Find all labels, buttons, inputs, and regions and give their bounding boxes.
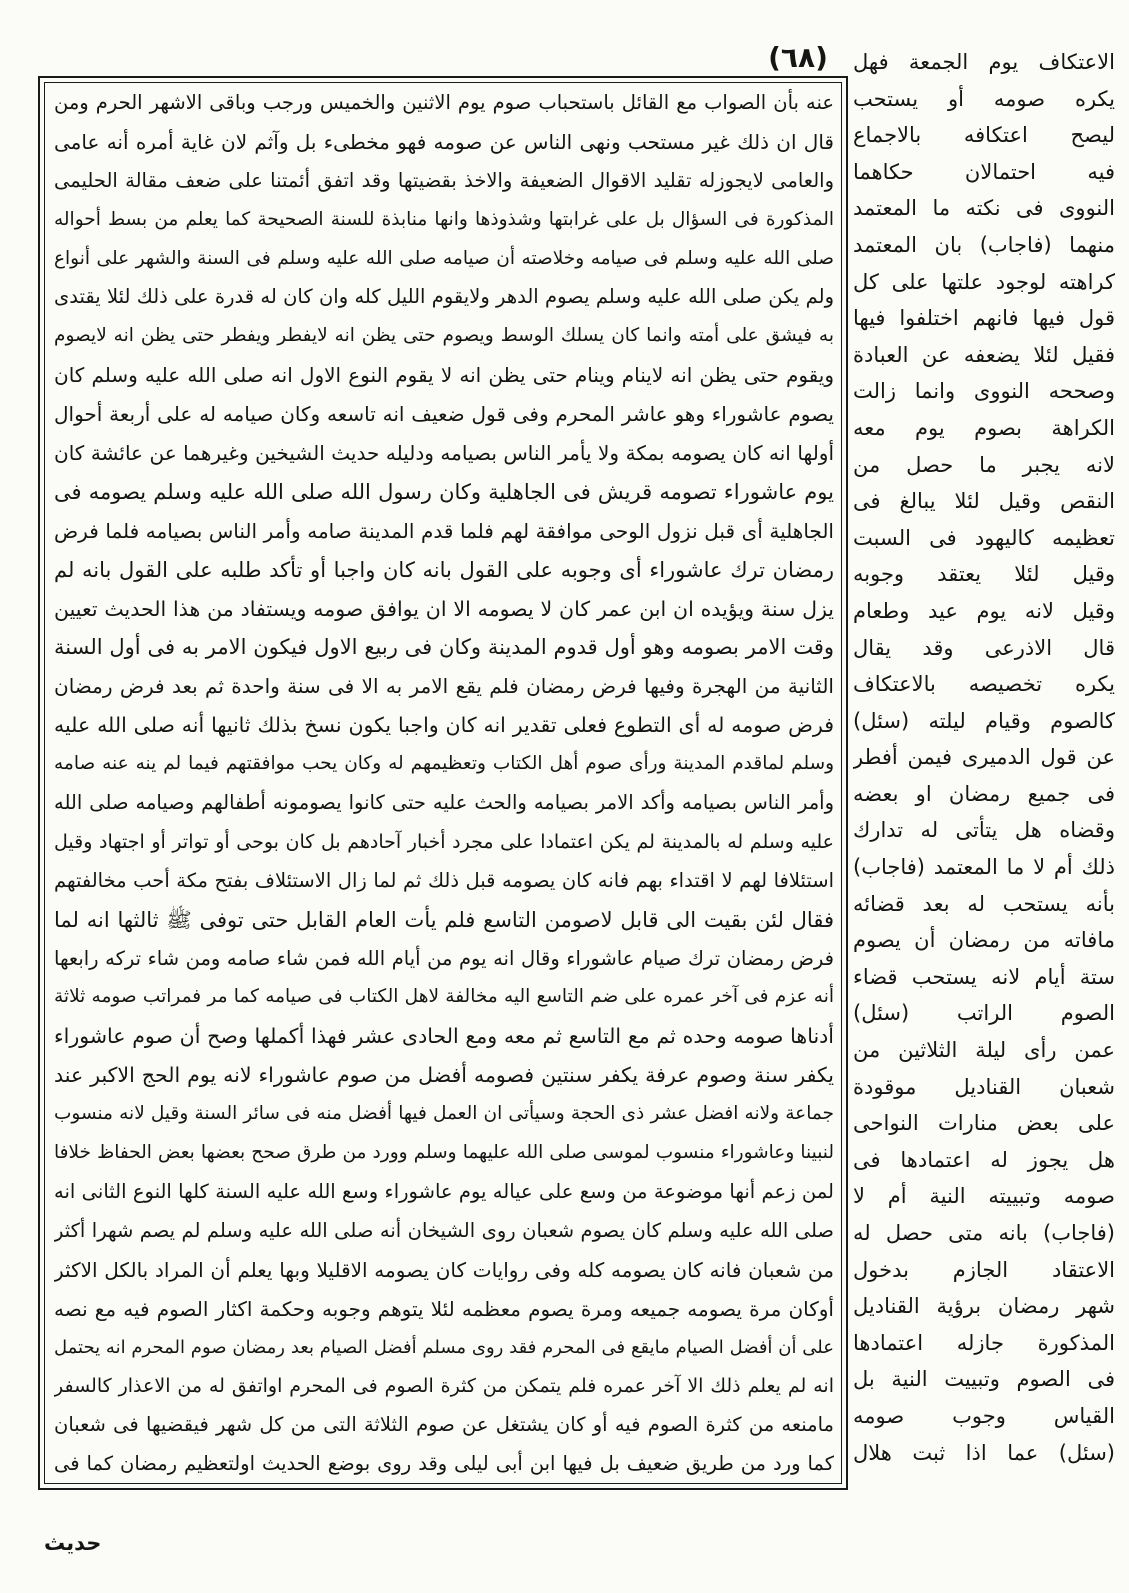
main-text-line: عنه بأن الصواب مع القائل باستحباب صوم يوم الاثنين والخميس ورجب وباقى الاشهر الحرم ومن: [54, 91, 834, 114]
main-text-line: يزل سنة ويؤيده ان ابن عمر كان لا يصومه الا ان يوافق صومه ويستفاد من هذا الحديث تعيين: [54, 596, 834, 621]
margin-text-line: كراهته لوجود علتها على كل: [853, 269, 1115, 294]
margin-text-line: الاعتكاف يوم الجمعة فهل: [853, 50, 1115, 74]
main-text-line: عليه وسلم له بالمدينة لم يكن اعتمادا على مجرد أخبار آحادهم بل كان بوحى أو تواتر أو اجتهاد وقيل: [54, 830, 834, 853]
main-text-line: يوم عاشوراء تصومه قريش فى الجاهلية وكان رسول الله صلى الله عليه وسلم يصومه فى: [54, 479, 834, 504]
main-text-line: من شعبان فانه كان يصومه كله وفى روايات كان يصومه الاقليلا وبها يعلم أن المراد بالكل الاكثر: [54, 1257, 834, 1282]
main-text-line: فرض رمضان ترك صيام عاشوراء وقال انه يوم من أيام الله فمن شاء صامه ومن شاء تركه رابعها: [54, 946, 834, 970]
margin-text-line: النقص وقيل لئلا يبالغ فى: [853, 489, 1115, 514]
margin-text-line: مافاته من رمضان أن يصوم: [853, 928, 1115, 953]
margin-text-line: (سئل) عما اذا ثبت هلال: [853, 1440, 1115, 1465]
main-text-line: أولها انه كان يصومه بمكة ولا يأمر الناس بصيامه ودليله حديث الشيخين وغيرهما عن عائشة كان: [54, 441, 834, 466]
main-text-line: المذكورة فى السؤال بل على غرابتها وشذوذها وانها منابذة للسنة الصحيحة كما يعلم من بسط أحواله: [54, 208, 834, 230]
main-text-line: ويقوم حتى يظن انه لاينام وينام حتى يظن انه لا يقوم النوع الاول انه صلى الله عليه وسلم كان: [54, 363, 834, 388]
margin-text-line: شعبان القناديل موقودة: [853, 1074, 1115, 1099]
margin-text-line: يكره صومه أو يستحب: [853, 86, 1115, 111]
main-text-line: لنبينا وعاشوراء منسوب لموسى صلى الله عليهما وسلم وورد من طرق صحح بعضها بعض الحفاظ خلافا: [54, 1142, 834, 1164]
margin-text-line: شهر رمضان برؤية القناديل: [853, 1294, 1115, 1319]
main-text-line: فقال لئن بقيت الى قابل لاصومن التاسع فلم يأت العام القابل حتى توفى ﷺ ثالثها انه لما: [54, 907, 834, 932]
margin-text-line: وقيل لانه يوم عيد وطعام: [853, 598, 1115, 623]
margin-text-line: المذكورة جازله اعتمادها: [853, 1330, 1115, 1355]
page-number: (٦٨): [768, 41, 828, 74]
margin-text-line: على بعض منارات النواحى: [853, 1111, 1115, 1136]
main-text-line: انه لم يعلم ذلك الا آخر عمره فلم يتمكن من كثرة الصوم فى المحرم اواتفق له من الاعذار كالسفر: [54, 1375, 834, 1398]
margin-text-line: (فاجاب) بانه متى حصل له: [853, 1221, 1115, 1245]
margin-text-line: فى جميع رمضان او بعضه: [853, 781, 1115, 806]
margin-text-line: وقضاه هل يتأتى له تدارك: [853, 818, 1115, 843]
main-text-line: يصوم عاشوراء وهو عاشر المحرم وفى قول ضعيف انه تاسعه وكان صيامه له على أربعة أحوال: [54, 402, 834, 427]
main-text-line: يكفر سنة وصوم عرفة يكفر سنتين فصومه أفضل من صوم عاشوراء لانه يوم الحج الاكبر عند: [54, 1063, 834, 1088]
margin-text-line: وصححه النووى وانما زالت: [853, 379, 1115, 404]
margin-text-line: كالصوم وقيام ليلته (سئل): [853, 708, 1115, 733]
main-text-line: وسلم لماقدم المدينة ورأى صوم أهل الكتاب وتعظيمهم له وكان يحب موافقتهم فيما لم ينه عنه صامه: [54, 753, 834, 775]
margin-text-line: الكراهة بصوم يوم معه: [853, 415, 1115, 440]
margin-text-line: القياس وجوب صومه: [853, 1403, 1115, 1428]
margin-text-line: فى الصوم وتبييت النية بل: [853, 1367, 1115, 1392]
margin-text-line: ليصح اعتكافه بالاجماع: [853, 123, 1115, 148]
main-text-line: أنه عزم فى آخر عمره على ضم التاسع اليه مخالفة لاهل الكتاب فى صيامه كما مر فمراتب صومه ثلاثة: [54, 986, 834, 1008]
margin-text-line: بأنه يستحب له بعد قضائه: [853, 891, 1115, 916]
main-text-line: صلى الله عليه وسلم فى صيامه وخلاصته أن صيامه صلى الله عليه وسلم فى السنة والشهر على أنواع: [54, 247, 834, 269]
main-text-line: الثانية من الهجرة وفيها فرض رمضان فلم يقع الامر به الا فى سنة واحدة ثم بعد فرض رمضان: [54, 674, 834, 699]
margin-text-line: قال الاذرعى وقد يقال: [853, 635, 1115, 660]
main-text-line: وقت الامر بصومه وهو أول قدوم المدينة وكان فى ربيع الاول فيكون الامر به فى أول السنة: [54, 635, 834, 660]
main-text-line: كما ورد من طريق ضعيف بل فيها ابن أبى ليلى وقد روى بوضع الحديث اولتعظيم رمضان كما فى: [54, 1452, 834, 1476]
main-text-line: رمضان ترك عاشوراء أى وجوبه على القول بانه كان واجبا أو تأكد طلبه على القول بانه لم: [54, 557, 834, 582]
margin-text-line: الصوم الراتب (سئل): [853, 1001, 1115, 1026]
main-text-line: وأمر الناس بصيامه وأكد الامر بصيامه والحث عليه حتى كانوا يصومونه أطفالهم وصيامه صلى الله: [54, 791, 834, 815]
catchword: حديث: [44, 1531, 102, 1555]
margin-text-line: وقيل لئلا يعتقد وجوبه: [853, 562, 1115, 587]
main-text-line: أدناها صومه وحده ثم مع التاسع ثم معه ومع الحادى عشر فهذا أكملها وصح أن صوم عاشوراء: [54, 1024, 834, 1049]
main-text-line: به فيشق على أمته وانما كان يسلك الوسط ويصوم حتى يظن انه لايفطر ويفطر حتى يظن انه لايصوم: [54, 325, 834, 347]
main-text-line: ولم يكن صلى الله عليه وسلم يصوم الدهر ولايقوم الليل كله وان كان له قدرة على ذلك لئلا يقتدى: [54, 285, 834, 309]
margin-text-line: فقيل لئلا يضعفه عن العبادة: [853, 342, 1115, 367]
main-text-line: على أن أفضل الصيام مايقع فى المحرم فقد روى مسلم أفضل الصيام بعد رمضان صوم المحرم انه يحتمل: [54, 1336, 834, 1358]
margin-text-line: صومه وتبييته النية أم لا: [853, 1184, 1115, 1209]
main-text-line: استئلافا لهم لا اقتداء بهم فانه كان يصومه قبل ذلك ثم لما زال الاستئلاف بفتح مكة أحب مخالفتهم: [54, 868, 834, 892]
margin-text-line: لانه يجبر ما حصل من: [853, 452, 1115, 477]
main-text-line: قال ان ذلك غير مستحب ونهى الناس عن صومه فهو مخطىء بل وآثم لان غاية أمره أنه عامى: [54, 129, 834, 154]
margin-text-line: ذلك أم لا ما المعتمد (فاجاب): [853, 855, 1115, 880]
main-text-line: فرض صومه له أى التطوع فعلى تقدير انه كان واجبا يكون نسخ بذلك ثانيها أنه صلى الله عليه: [54, 713, 834, 738]
margin-text-line: هل يجوز له اعتمادها فى: [853, 1147, 1115, 1172]
margin-text-line: فيه احتمالان حكاهما: [853, 159, 1115, 184]
margin-text-line: النووى فى نكته ما المعتمد: [853, 196, 1115, 221]
main-text-line: الجاهلية أى قبل نزول الوحى موافقة لهم فلما قدم المدينة صامه وأمر الناس بصيامه فلما فرض: [54, 518, 834, 543]
main-text-line: لمن زعم أنها موضوعة من وسع على عياله يوم عاشوراء وسع الله عليه السنة كلها النوع الثانى انه: [54, 1179, 834, 1203]
margin-text-line: قول فيها فانهم اختلفوا فيها: [853, 306, 1115, 331]
margin-text-line: الاعتقاد الجازم بدخول: [853, 1257, 1115, 1282]
main-text-line: والعامى لايجوزله تقليد الاقوال الضعيفة والاخذ بقضيتها وقد اتفق أئمتنا على ضعف مقالة الحليمى: [54, 168, 834, 192]
margin-text-line: منهما (فاجاب) بان المعتمد: [853, 232, 1115, 257]
main-text-block: [54, 84, 834, 1484]
margin-text-line: عمن رأى ليلة الثلاثين من: [853, 1038, 1115, 1063]
margin-column: [853, 44, 1115, 1471]
margin-text-line: يكره تخصيصه بالاعتكاف: [853, 672, 1115, 697]
margin-text-line: تعظيمه كاليهود فى السبت: [853, 525, 1115, 550]
margin-text-line: ستة أيام لانه يستحب قضاء: [853, 964, 1115, 989]
main-text-line: مامنعه من كثرة الصوم فيه أو كان يشتغل عن صوم الثلاثة التى من كل شهر فيقضيها فى شعبان: [54, 1413, 834, 1437]
main-text-line: أوكان مرة يصومه جميعه ومرة يصوم معظمه لئلا يتوهم وجوبه وحكمة اكثار الصوم فيه مع نصه: [54, 1296, 834, 1321]
main-text-line: جماعة ولانه افضل عشر ذى الحجة وسيأتى ان العمل فيها أفضل منه فى سائر السنة وقيل لانه منسوب: [54, 1103, 834, 1125]
main-text-line: صلى الله عليه وسلم كان يصوم شعبان روى الشيخان أنه صلى الله عليه وسلم لم يصم شهرا أكثر: [54, 1218, 834, 1242]
margin-text-line: عن قول الدميرى فيمن أفطر: [853, 745, 1115, 770]
